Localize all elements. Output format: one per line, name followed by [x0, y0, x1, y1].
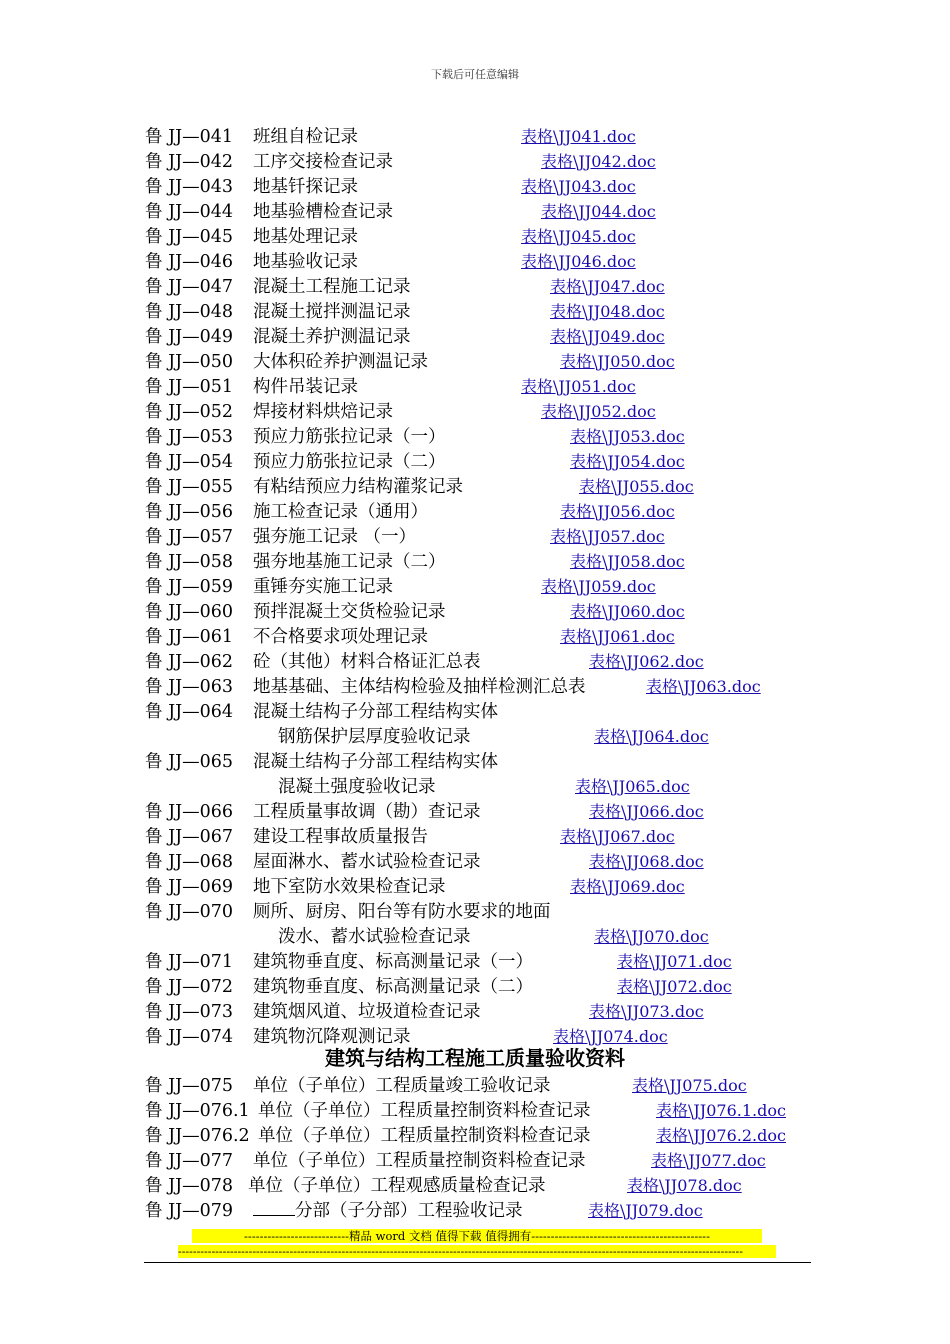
record-code: 鲁 JJ—052 [145, 402, 233, 422]
record-code: 鲁 JJ—047 [145, 277, 233, 297]
record-code: 鲁 JJ—058 [145, 552, 233, 572]
record-title [253, 1199, 523, 1223]
doc-link[interactable]: 表格\JJ050.doc [560, 352, 675, 371]
doc-link[interactable]: 表格\JJ061.doc [560, 627, 675, 646]
doc-link[interactable]: 表格\JJ047.doc [550, 277, 665, 296]
record-title-continuation: 混凝土强度验收记录 [278, 777, 436, 797]
record-code: 鲁 JJ—062 [145, 652, 233, 672]
record-title: 预应力筋张拉记录（二） [253, 452, 446, 472]
doc-link[interactable]: 表格\JJ068.doc [589, 852, 704, 871]
doc-link[interactable]: 表格\JJ064.doc [594, 727, 709, 746]
record-code: 鲁 JJ—057 [145, 527, 233, 547]
doc-link[interactable]: 表格\JJ077.doc [651, 1151, 766, 1170]
record-title: 预拌混凝土交货检验记录 [253, 602, 446, 622]
record-code: 鲁 JJ—079 [145, 1201, 233, 1221]
doc-link[interactable]: 表格\JJ060.doc [570, 602, 685, 621]
record-title: 厕所、厨房、阳台等有防水要求的地面 [253, 902, 551, 922]
record-title: 建设工程事故质量报告 [253, 827, 428, 847]
doc-link[interactable]: 表格\JJ067.doc [560, 827, 675, 846]
record-code: 鲁 JJ—055 [145, 477, 233, 497]
doc-link[interactable]: 表格\JJ054.doc [570, 452, 685, 471]
record-title: 构件吊装记录 [253, 377, 358, 397]
doc-link[interactable]: 表格\JJ072.doc [617, 977, 732, 996]
doc-link[interactable]: 表格\JJ056.doc [560, 502, 675, 521]
footer-banner-dashes: -------------------------------------------------------------------------------------------------------------------------------------------------------- [178, 1245, 776, 1258]
record-code: 鲁 JJ—044 [145, 202, 233, 222]
record-code: 鲁 JJ—073 [145, 1002, 233, 1022]
record-title: 不合格要求项处理记录 [253, 627, 428, 647]
doc-link[interactable]: 表格\JJ058.doc [570, 552, 685, 571]
doc-link[interactable]: 表格\JJ043.doc [521, 177, 636, 196]
doc-link[interactable]: 表格\JJ041.doc [521, 127, 636, 146]
record-code: 鲁 JJ—046 [145, 252, 233, 272]
doc-link[interactable]: 表格\JJ076.2.doc [656, 1126, 786, 1145]
record-code: 鲁 JJ—078 [145, 1176, 233, 1196]
record-title: 混凝土结构子分部工程结构实体 [253, 752, 498, 772]
record-title: 焊接材料烘焙记录 [253, 402, 393, 422]
record-code: 鲁 JJ—075 [145, 1076, 233, 1096]
doc-link[interactable]: 表格\JJ063.doc [646, 677, 761, 696]
doc-link[interactable]: 表格\JJ051.doc [521, 377, 636, 396]
record-title: 单位（子单位）工程质量控制资料检查记录 [253, 1151, 586, 1171]
record-code: 鲁 JJ—043 [145, 177, 233, 197]
record-title: 单位（子单位）工程质量控制资料检查记录 [258, 1126, 591, 1146]
record-code: 鲁 JJ—063 [145, 677, 233, 697]
record-code: 鲁 JJ—072 [145, 977, 233, 997]
record-title: 屋面淋水、蓄水试验检查记录 [253, 852, 481, 872]
record-title: 重锤夯实施工记录 [253, 577, 393, 597]
record-code: 鲁 JJ—050 [145, 352, 233, 372]
doc-link[interactable]: 表格\JJ059.doc [541, 577, 656, 596]
doc-link[interactable]: 表格\JJ076.1.doc [656, 1101, 786, 1120]
record-code: 鲁 JJ—045 [145, 227, 233, 247]
bottom-rule [144, 1262, 811, 1263]
record-title: 有粘结预应力结构灌浆记录 [253, 477, 463, 497]
doc-link[interactable]: 表格\JJ062.doc [589, 652, 704, 671]
doc-link[interactable]: 表格\JJ055.doc [579, 477, 694, 496]
record-title: 大体积砼养护测温记录 [253, 352, 428, 372]
fill-in-blank [253, 1199, 295, 1216]
doc-link[interactable]: 表格\JJ066.doc [589, 802, 704, 821]
record-title: 单位（子单位）工程质量控制资料检查记录 [258, 1101, 591, 1121]
section-heading: 建筑与结构工程施工质量验收资料 [325, 1046, 625, 1070]
doc-link[interactable]: 表格\JJ049.doc [550, 327, 665, 346]
record-title: 单位（子单位）工程观感质量检查记录 [248, 1176, 546, 1196]
doc-link[interactable]: 表格\JJ065.doc [575, 777, 690, 796]
doc-link[interactable]: 表格\JJ045.doc [521, 227, 636, 246]
record-code: 鲁 JJ—049 [145, 327, 233, 347]
record-code: 鲁 JJ—048 [145, 302, 233, 322]
record-code: 鲁 JJ—069 [145, 877, 233, 897]
record-code: 鲁 JJ—074 [145, 1027, 233, 1047]
doc-link[interactable]: 表格\JJ073.doc [589, 1002, 704, 1021]
record-title: 施工检查记录（通用） [253, 502, 428, 522]
doc-link[interactable]: 表格\JJ079.doc [588, 1201, 703, 1220]
record-title: 地基验槽检查记录 [253, 202, 393, 222]
record-title: 地基处理记录 [253, 227, 358, 247]
record-title: 混凝土结构子分部工程结构实体 [253, 702, 498, 722]
doc-link[interactable]: 表格\JJ078.doc [627, 1176, 742, 1195]
record-code: 鲁 JJ—061 [145, 627, 233, 647]
record-title-text: 分部（子分部）工程验收记录 [295, 1201, 523, 1221]
record-code: 鲁 JJ—042 [145, 152, 233, 172]
record-code: 鲁 JJ—068 [145, 852, 233, 872]
doc-link[interactable]: 表格\JJ052.doc [541, 402, 656, 421]
record-code: 鲁 JJ—066 [145, 802, 233, 822]
record-title: 工序交接检查记录 [253, 152, 393, 172]
record-title: 强夯地基施工记录（二） [253, 552, 446, 572]
record-code: 鲁 JJ—067 [145, 827, 233, 847]
doc-link[interactable]: 表格\JJ071.doc [617, 952, 732, 971]
record-title: 混凝土养护测温记录 [253, 327, 411, 347]
record-code: 鲁 JJ—041 [145, 127, 233, 147]
header-note: 下载后可任意编辑 [431, 68, 519, 81]
doc-link[interactable]: 表格\JJ046.doc [521, 252, 636, 271]
record-title-continuation: 泼水、蓄水试验检查记录 [278, 927, 471, 947]
record-title-continuation: 钢筋保护层厚度验收记录 [278, 727, 471, 747]
footer-banner: ---------------------------精品 word 文档 值得下载 值得拥有---------------------------------------------- [192, 1229, 762, 1243]
doc-link[interactable]: 表格\JJ069.doc [570, 877, 685, 896]
record-title: 预应力筋张拉记录（一） [253, 427, 446, 447]
record-code: 鲁 JJ—071 [145, 952, 233, 972]
record-code: 鲁 JJ—077 [145, 1151, 233, 1171]
record-code: 鲁 JJ—060 [145, 602, 233, 622]
record-code: 鲁 JJ—054 [145, 452, 233, 472]
doc-link[interactable]: 表格\JJ048.doc [550, 302, 665, 321]
record-code: 鲁 JJ—076.1 [145, 1101, 250, 1121]
record-title: 班组自检记录 [253, 127, 358, 147]
record-title: 工程质量事故调（勘）查记录 [253, 802, 481, 822]
record-title: 地基验收记录 [253, 252, 358, 272]
doc-link[interactable]: 表格\JJ057.doc [550, 527, 665, 546]
record-title: 建筑烟风道、垃圾道检查记录 [253, 1002, 481, 1022]
record-code: 鲁 JJ—065 [145, 752, 233, 772]
record-title: 混凝土工程施工记录 [253, 277, 411, 297]
record-title: 建筑物垂直度、标高测量记录（一） [253, 952, 533, 972]
doc-link[interactable]: 表格\JJ042.doc [541, 152, 656, 171]
record-code: 鲁 JJ—076.2 [145, 1126, 250, 1146]
doc-link[interactable]: 表格\JJ074.doc [553, 1027, 668, 1046]
doc-link[interactable]: 表格\JJ070.doc [594, 927, 709, 946]
record-title: 砼（其他）材料合格证汇总表 [253, 652, 481, 672]
record-title: 建筑物垂直度、标高测量记录（二） [253, 977, 533, 997]
record-title: 地下室防水效果检查记录 [253, 877, 446, 897]
record-code: 鲁 JJ—051 [145, 377, 233, 397]
record-code: 鲁 JJ—053 [145, 427, 233, 447]
record-title: 地基基础、主体结构检验及抽样检测汇总表 [253, 677, 586, 697]
doc-link[interactable]: 表格\JJ053.doc [570, 427, 685, 446]
doc-link[interactable]: 表格\JJ075.doc [632, 1076, 747, 1095]
record-title: 建筑物沉降观测记录 [253, 1027, 411, 1047]
record-code: 鲁 JJ—064 [145, 702, 233, 722]
record-title: 地基钎探记录 [253, 177, 358, 197]
record-title: 混凝土搅拌测温记录 [253, 302, 411, 322]
record-code: 鲁 JJ—056 [145, 502, 233, 522]
record-title: 强夯施工记录 （一） [253, 527, 417, 547]
doc-link[interactable]: 表格\JJ044.doc [541, 202, 656, 221]
record-title: 单位（子单位）工程质量竣工验收记录 [253, 1076, 551, 1096]
record-code: 鲁 JJ—059 [145, 577, 233, 597]
record-code: 鲁 JJ—070 [145, 902, 233, 922]
